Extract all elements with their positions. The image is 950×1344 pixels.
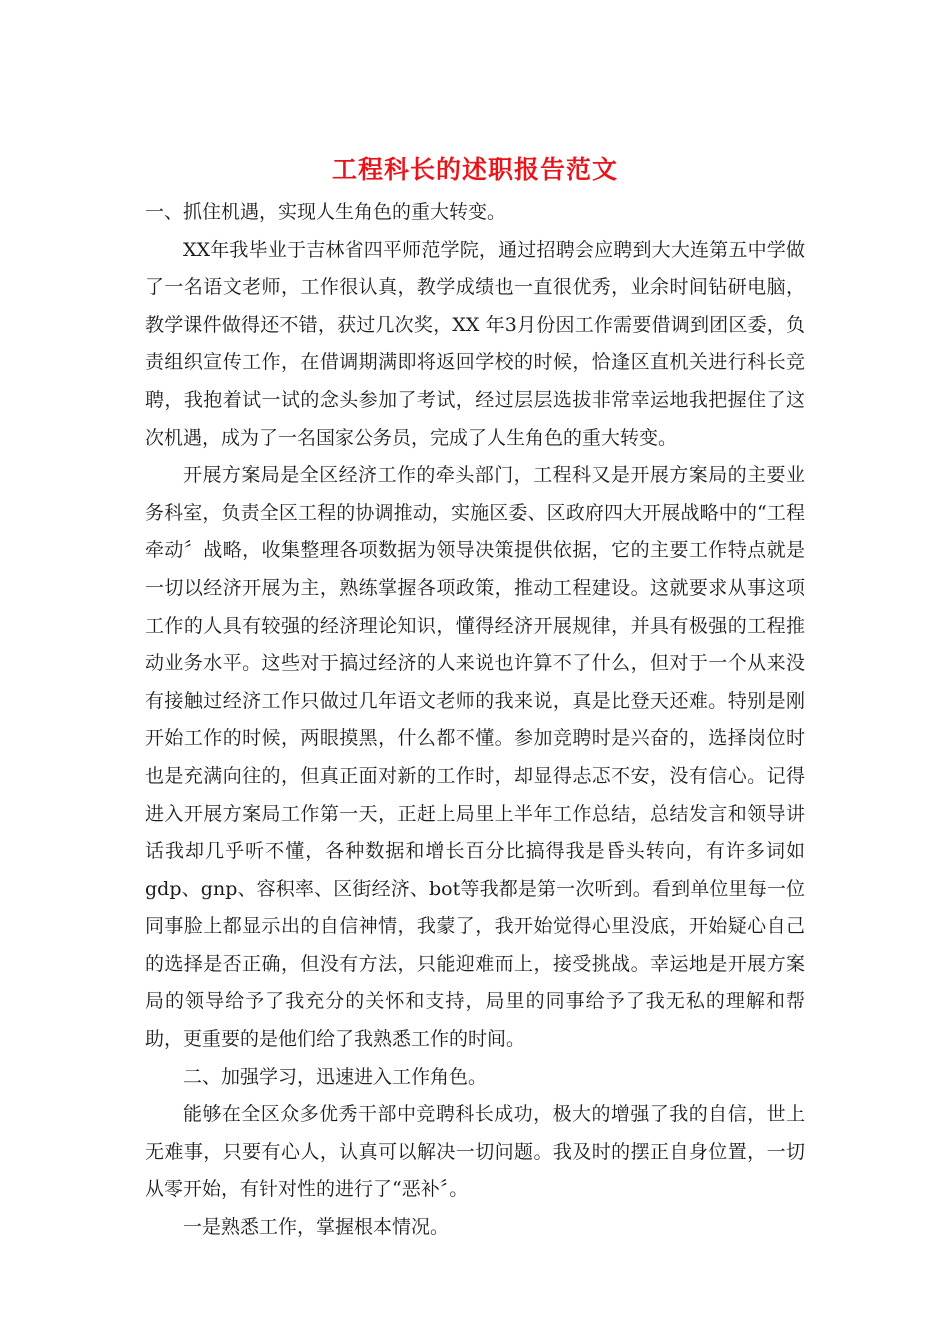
document-body — [145, 194, 805, 1247]
subheading-familiarize: 一是熟悉工作，掌握根本情况。 — [183, 1216, 450, 1239]
paragraph-background: XX年我毕业于吉林省四平师范学院，通过招聘会应聘到大大连第五中学做了一名语文老师，工作很认真，教学成绩也一直很优秀，业余时间钻研电脑，教学课件做得还不错，获过几次奖，XX 年3月份因工作需要借调到团区委，负责组织宣传工作，在借调期满即将返回学校的时候，恰逢区直机关进行科长竞聘，我抱着试一试的念头参加了考试，经过层层选拔非常幸运地我把握住了这次机遇，成为了一名国家公务员，完成了人生角色的重大转变。 — [145, 238, 805, 449]
paragraph-learning: 能够在全区众多优秀干部中竞聘科长成功，极大的增强了我的自信，世上无难事，只要有心人，认真可以解决一切问题。我及时的摆正自身位置，一切从零开始，有针对性的进行了“恶补〞。 — [145, 1103, 805, 1201]
section-heading-2: 二、加强学习，迅速进入工作角色。 — [183, 1065, 488, 1088]
document-title: 工程科长的述职报告范文 — [331, 155, 618, 184]
paragraph-department-intro: 开展方案局是全区经济工作的牵头部门，工程科又是开展方案局的主要业务科室，负责全区工程的协调推动，实施区委、区政府四大开展战略中的“工程牵动〞战略，收集整理各项数据为领导决策提供依据，它的主要工作特点就是一切以经济开展为主，熟练掌握各项政策，推动工程建设。这就要求从事这项工作的人具有较强的经济理论知识，懂得经济开展规律，并具有极强的工程推动业务水平。这些对于搞过经济的人来说也许算不了什么，但对于一个从来没有接触过经济工作只做过几年语文老师的我来说，真是比登天还难。特别是刚开始工作的时候，两眼摸黑，什么都不懂。参加竞聘时是兴奋的，选择岗位时也是充满向往的，但真正面对新的工作时，却显得忐忑不安，没有信心。记得进入开展方案局工作第一天，正赶上局里上半年工作总结，总结发言和领导讲话我却几乎听不懂，各种数据和增长百分比搞得我是昏头转向，有许多词如gdp、gnp、容积率、区街经济、bot等我都是第一次听到。看到单位里每一位同事脸上都显示出的自信神情，我蒙了，我开始觉得心里没底，开始疑心自己的选择是否正确，但没有方法，只能迎难而上，接受挑战。幸运地是开展方案局的领导给予了我充分的关怀和支持，局里的同事给予了我无私的理解和帮助，更重要的是他们给了我熟悉工作的时间。 — [145, 464, 805, 1051]
section-heading-1: 一、抓住机遇，实现人生角色的重大转变。 — [145, 201, 507, 223]
